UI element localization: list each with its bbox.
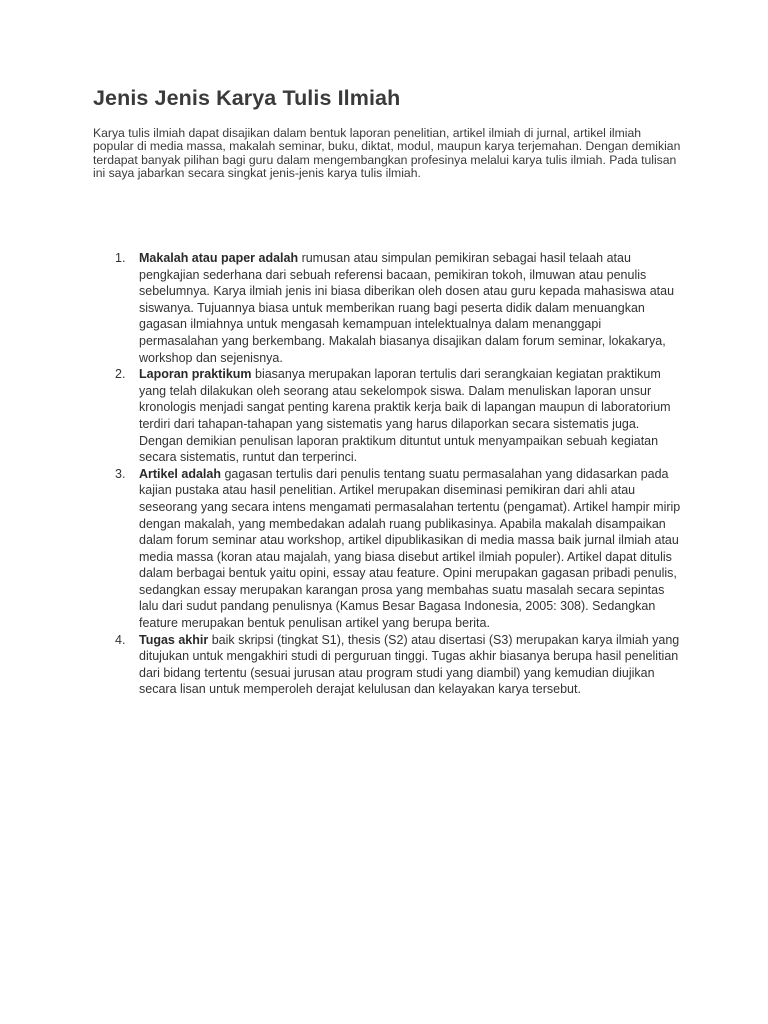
list-item (112, 632, 682, 698)
list-item (112, 466, 682, 632)
list-item-lead: Tugas akhir (139, 632, 209, 647)
list-item-text: gagasan tertulis dari penulis tentang suatu permasalahan yang didasarkan pada kajian pustaka atau hasil penelitian. Artikel merupakan diseminasi pemikiran dari ahli atau seseorang yang secara intens mengamati permasalahan tertentu (pengamat). Artikel hampir mirip dengan makalah, yang membedakan adalah ruang publikasinya. Apabila makalah disampaikan dalam forum seminar atau workshop, artikel dipublikasikan di media massa baik jurnal ilmiah atau media massa (koran atau majalah, yang biasa disebut artikel ilmiah populer). Artikel dapat ditulis dalam berbagai bentuk yaitu opini, essay atau feature. Opini merupakan gagasan pribadi penulis, sedangkan essay merupakan karangan prosa yang membahas suatu masalah secara sepintas lalu dari sudut pandang penulisnya (Kamus Besar Bagasa Indonesia, 2005: 308). Sedangkan feature merupakan bentuk penulisan artikel yang berupa berita. (139, 466, 681, 631)
list-item-text: rumusan atau simpulan pemikiran sebagai hasil telaah atau pengkajian sederhana dari sebuah referensi bacaan, pemikiran tokoh, ilmuwan atau penulis sebelumnya. Karya ilmiah jenis ini biasa diberikan oleh dosen atau guru kepada mahasiswa atau siswanya. Tujuannya biasa untuk memberikan ruang bagi peserta didik dalam menuangkan gagasan ilmiahnya untuk mengasah kemampuan intelektualnya dalam menanggapi permasalahan yang berkembang. Makalah biasanya disajikan dalam forum seminar, lokakarya, workshop dan sejenisnya. (139, 251, 675, 365)
list-item-text: biasanya merupakan laporan tertulis dari serangkaian kegiatan praktikum yang telah dilakukan oleh seorang atau sekelompok siswa. Dalam menuliskan laporan unsur kronologis menjadi sangat penting karena praktik kerja baik di lapangan maupun di laboratorium terdiri dari tahapan-tahapan yang sistematis yang harus dilaporkan secara sistematis juga. Dengan demikian penulisan laporan praktikum dituntut untuk menyampaikan sebuah kegiatan secara sistematis, runtut dan terperinci. (139, 367, 671, 465)
list-item-number: 2. (115, 367, 126, 382)
list-item-lead: Artikel adalah (139, 466, 221, 481)
list-item (112, 366, 682, 466)
document-title: Jenis Jenis Karya Tulis Ilmiah (93, 86, 401, 110)
list-item-text: baik skripsi (tingkat S1), thesis (S2) atau disertasi (S3) merupakan karya ilmiah yang ditujukan untuk mengakhiri studi di perguruan tinggi. Tugas akhir biasanya berupa hasil penelitian dari bidang tertentu (sesuai jurusan atau program studi yang diambil) yang kemudian diujikan secara lisan untuk memperoleh derajat kelulusan dan kelayakan karya tersebut. (139, 632, 680, 697)
list-item-number: 3. (115, 466, 126, 481)
intro-paragraph: Karya tulis ilmiah dapat disajikan dalam bentuk laporan penelitian, artikel ilmiah di jurnal, artikel ilmiah popular di media massa, makalah seminar, buku, diktat, modul, maupun karya terjemahan. Dengan demikian terdapat banyak pilihan bagi guru dalam mengembangkan profesinya melalui karya tulis ilmiah. Pada tulisan ini saya jabarkan secara singkat jenis-jenis karya tulis ilmiah. (93, 126, 681, 181)
list-item-lead: Makalah atau paper adalah (139, 251, 299, 265)
karya-tulis-list (112, 250, 682, 698)
list-item (112, 250, 682, 366)
list-item-lead: Laporan praktikum (139, 367, 252, 382)
list-item-number: 1. (115, 251, 126, 265)
list-item-number: 4. (115, 632, 126, 647)
